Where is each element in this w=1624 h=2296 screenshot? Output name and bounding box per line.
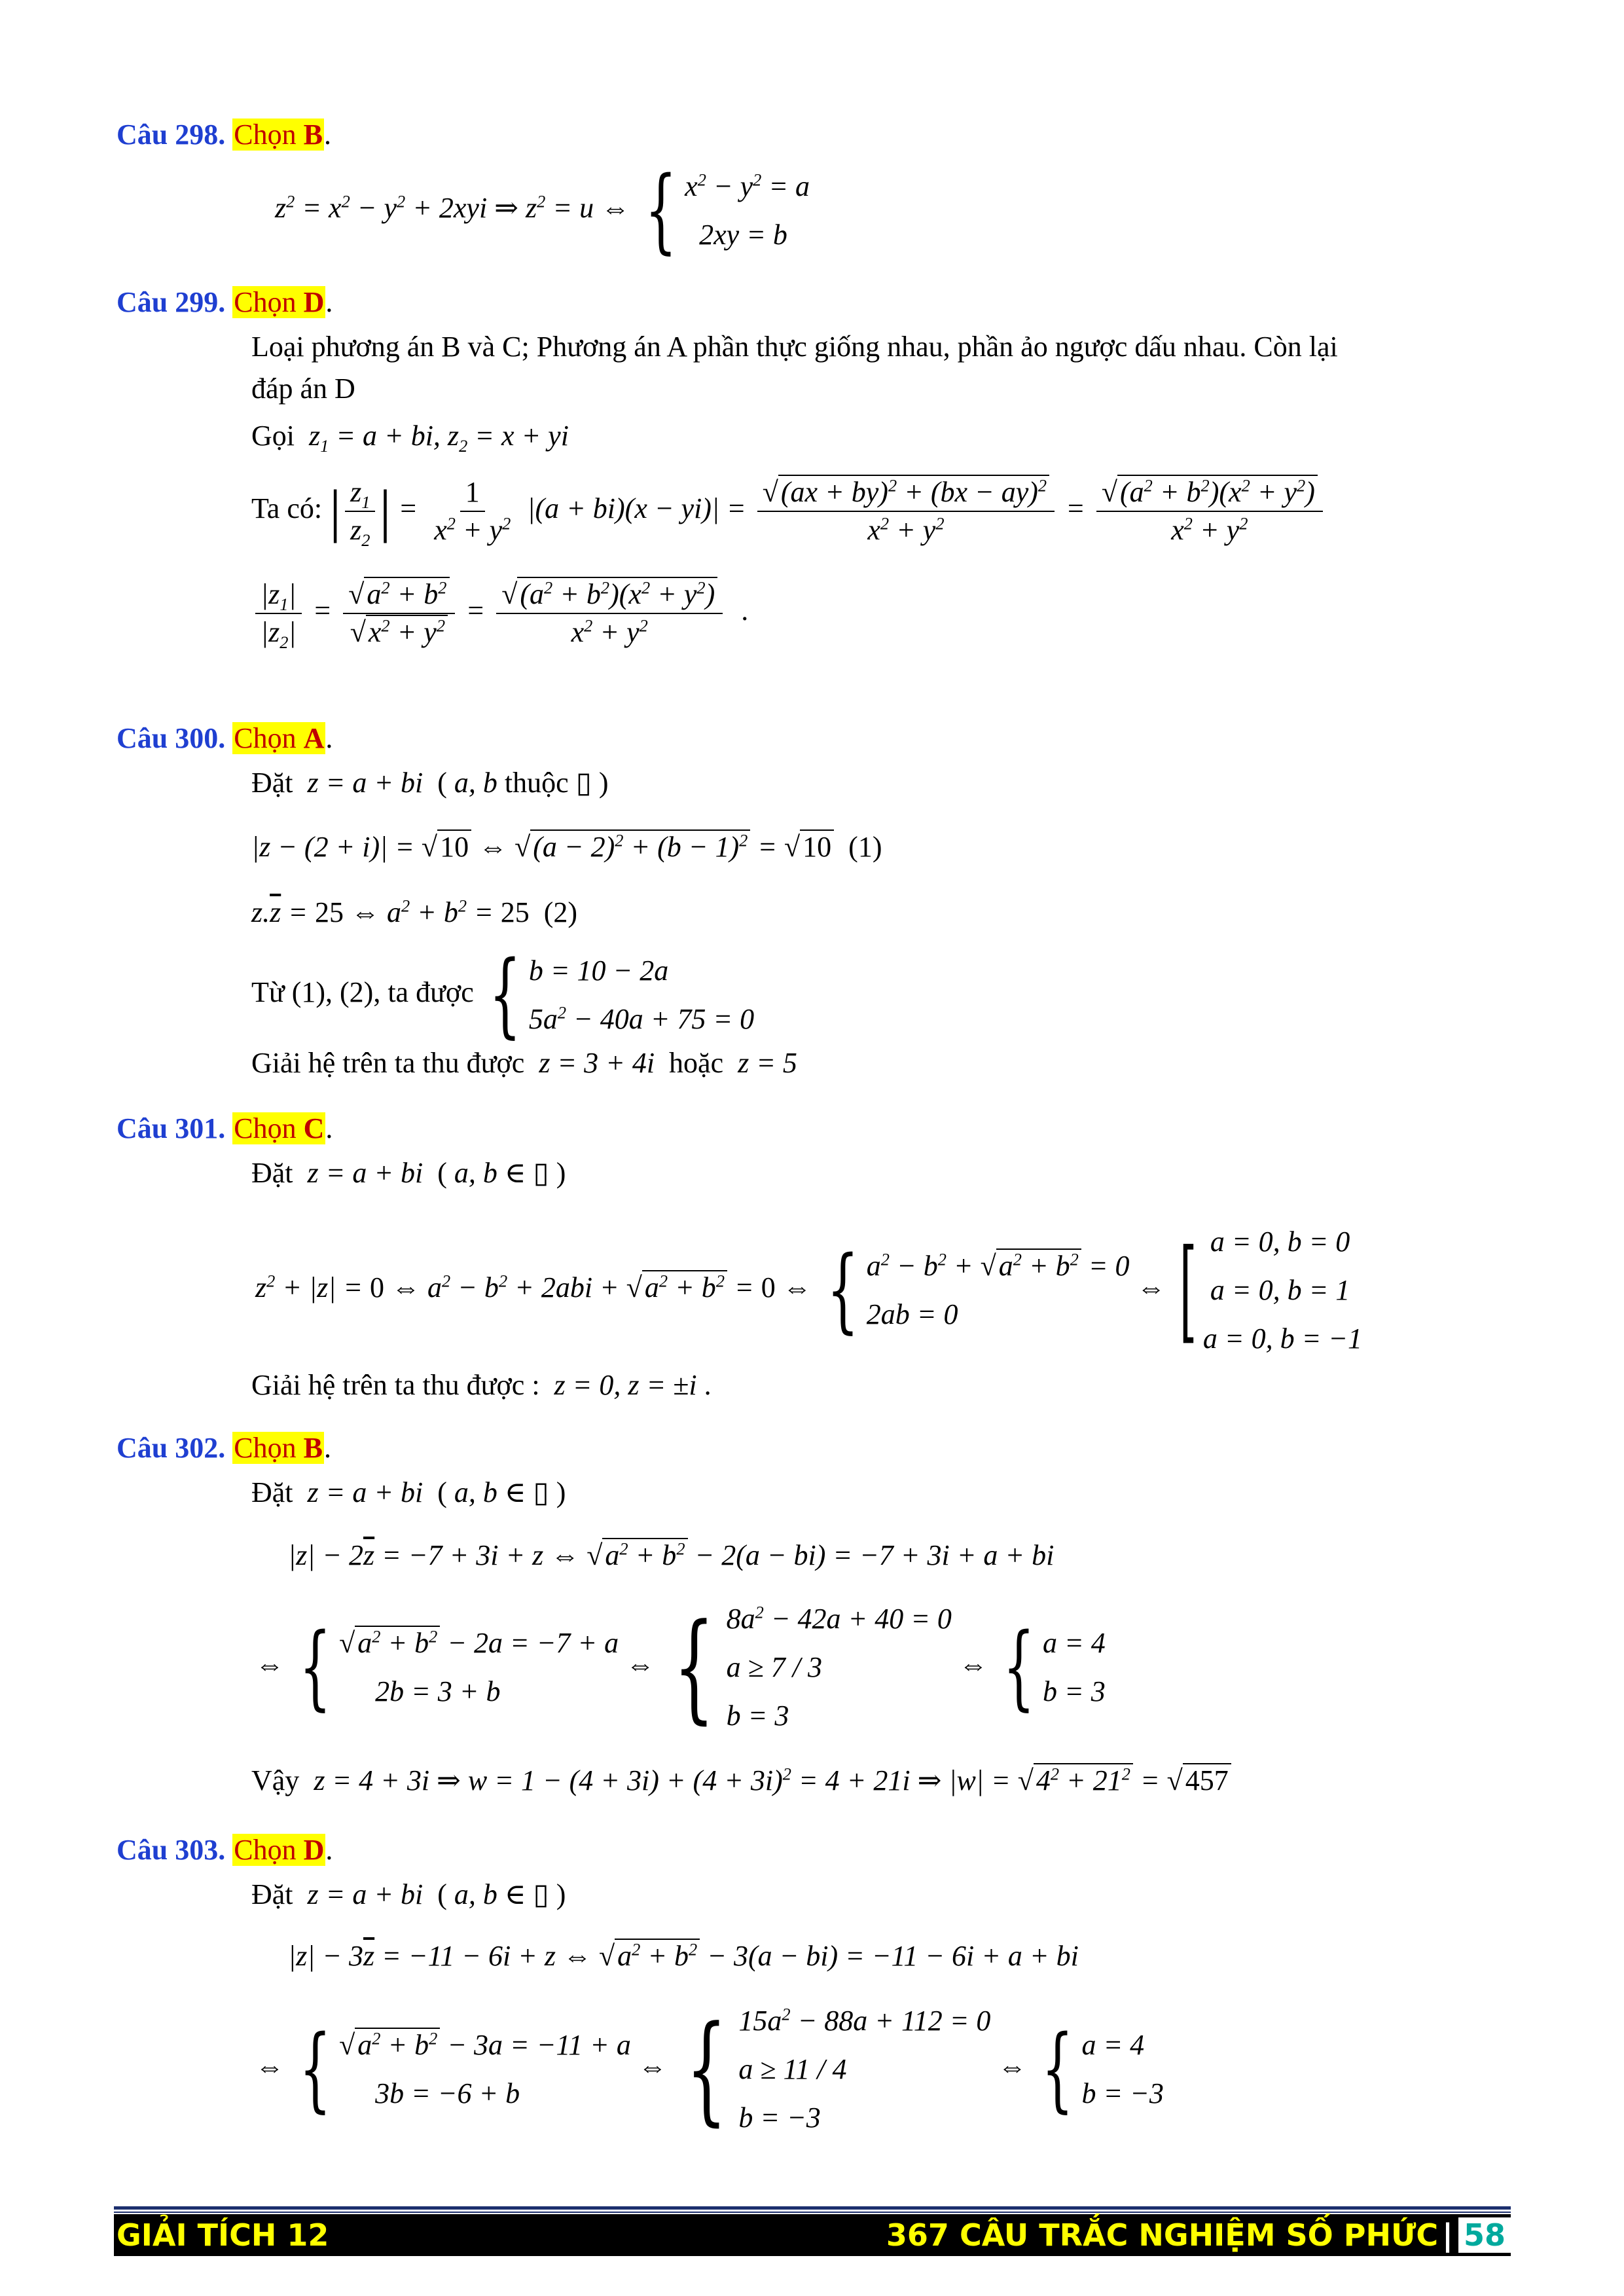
choice-highlight xyxy=(232,1112,325,1144)
q301-equation: $z^2 + |z| = 0$ ⇔ $a^2 - b^2 + 2abi + √a^2 + b^2 = 0$ ⇔ { $a^2 - b^2 + √a^2 + b^2 = 0$ 2ab = 0 ⇔ [ a = 0, b = 0 a = 0, b = 1 a = 0, b = −1 xyxy=(255,1218,1362,1363)
answer-letter: B xyxy=(303,118,323,151)
choice-highlight xyxy=(232,286,325,318)
answer-letter: D xyxy=(303,286,325,318)
q300-dat: Đặt z = a + bi ( a, b thuộc ▯ ) xyxy=(251,767,609,799)
system-brace: { $√a^2 + b^2 - 2a = -7 + a$ 2b = 3 + b xyxy=(299,1614,619,1721)
question-label: Câu 302. xyxy=(117,1432,226,1464)
q298-formula: $z^2 = x^2 - y^2 + 2xyi$ ⇒ $z^2 = u$ ⇔ { $x^2 - y^2 = a$ 2xy = b xyxy=(275,157,810,264)
footer-title: 367 CÂU TRẮC NGHIỆM SỐ PHỨC xyxy=(886,2217,1439,2253)
footer-rule xyxy=(114,2206,1511,2210)
system-brace: { $a^2 - b^2 + √a^2 + b^2 = 0$ 2ab = 0 xyxy=(826,1237,1130,1343)
q300-eq2: $z.\overline{z} = 25$ ⇔ $a^2 + b^2 = 25$ (2) xyxy=(251,896,578,928)
footer-subject: GIẢI TÍCH 12 xyxy=(117,2217,329,2253)
goi-label: Gọi xyxy=(251,420,295,452)
choice-text: Chọn xyxy=(234,1112,297,1144)
footer-rule-thin xyxy=(114,2212,1511,2213)
system-bracket: [ a = 0, b = 0 a = 0, b = 1 a = 0, b = −1 xyxy=(1179,1226,1362,1355)
question-302-header: Câu 302. Chọn B. xyxy=(117,1432,331,1464)
dat-label: Đặt xyxy=(251,1157,293,1189)
giai-label: Giải hệ trên ta thu được xyxy=(251,1047,525,1079)
question-303-header: Câu 303. Chọn D. xyxy=(117,1834,333,1866)
q300-system xyxy=(251,941,755,1048)
dat-label: Đặt xyxy=(251,1878,293,1910)
choice-text: Chọn xyxy=(234,1834,297,1866)
footer-right xyxy=(886,2217,1511,2253)
giai-label: Giải hệ trên ta thu được : xyxy=(251,1369,540,1401)
choice-text: Chọn xyxy=(234,722,297,754)
system-brace: { $8a^2 - 42a + 40 = 0$ a ≥ 7 / 3 b = 3 xyxy=(673,1599,952,1736)
page-number: 58 xyxy=(1458,2217,1511,2253)
dat-label: Đặt xyxy=(251,767,293,799)
q302-dat: Đặt z = a + bi ( a, b ∈ ▯ ) xyxy=(251,1476,566,1508)
question-label: Câu 299. xyxy=(117,286,226,318)
q302-eq1: $|z| - 2\overline{z} = -7 + 3i + z$ ⇔ $√a^2 + b^2 - 2(a - bi) = -7 + 3i + a$ + bi xyxy=(288,1539,1055,1571)
q303-eq1: $|z| - 3\overline{z} = -11 - 6i + z$ ⇔ $√a^2 + b^2 - 3(a - bi) = -11 - 6i + a$ + bi xyxy=(288,1939,1079,1972)
question-label: Câu 303. xyxy=(117,1834,226,1866)
footer-separator: | xyxy=(1442,2217,1453,2253)
choice-highlight xyxy=(232,118,324,151)
answer-letter: A xyxy=(303,722,325,754)
question-298-header: Câu 298. Chọn B. xyxy=(117,118,331,151)
q299-text-2: đáp án D xyxy=(251,373,355,405)
choice-highlight xyxy=(232,1432,324,1464)
system-brace: { a = 4 b = −3 xyxy=(1041,2016,1164,2123)
system-brace: { a = 4 b = 3 xyxy=(1002,1614,1106,1721)
q299-goi: Gọi $z_1 = a$ + bi, $z_2 = x$ + yi xyxy=(251,420,569,456)
question-label: Câu 301. xyxy=(117,1112,226,1144)
question-label: Câu 300. xyxy=(117,722,226,754)
q299-taco: Ta có: | $\frac{z_1}{z_2}$ | = $\frac{1}{x^2 + y^2}$ |(a + bi)(x − yi)| = $\frac{√(ax + by)^2 + (bx - ay)^2}{x^2 + y^2}$ = $\frac{√(a^2 + b^2)(x^2 + y^2)}{x^2 + y^2}$ xyxy=(251,474,1327,549)
system-brace: { $√a^2 + b^2 - 3a = -11 + a$ 3b = −6 + b xyxy=(299,2016,631,2123)
question-300-header: Câu 300. Chọn A. xyxy=(117,722,333,754)
q302-system: ⇔ { $√a^2 + b^2 - 2a = -7 + a$ 2b = 3 + b ⇔ { $8a^2 - 42a + 40 = 0$ a ≥ 7 / 3 b = 3 ⇔ { a = 4 b = 3 xyxy=(255,1595,1106,1740)
thuoc-label: thuộc xyxy=(504,767,569,799)
vay-label: Vậy xyxy=(251,1764,300,1796)
choice-text: Chọn xyxy=(234,286,297,318)
q302-result: Vậy z = 4 + 3i ⇒ $w = 1 - (4 + 3i) + (4 + 3i)^2 = 4 + 21i$ ⇒ $|w| = √4^2 + 21^2 = √457$ xyxy=(251,1761,1231,1800)
q299-result: $\frac{|z_1|}{|z_2|}$ = $\frac{√a^2 + b^2}{√x^2 + y^2}$ = $\frac{√(a^2 + b^2)(x^2 + y^2)}{x^2 + y^2}$ . xyxy=(251,576,748,651)
system-brace: { $x^2 - y^2 = a$ 2xy = b xyxy=(645,157,810,264)
choice-highlight xyxy=(232,1834,325,1866)
q299-text-1: Loại phương án B và C; Phương án A phần thực giống nhau, phần ảo ngược dấu nhau. Còn lại xyxy=(251,331,1338,363)
q303-dat: Đặt z = a + bi ( a, b ∈ ▯ ) xyxy=(251,1878,566,1910)
footer-bar xyxy=(114,2214,1511,2256)
answer-letter: C xyxy=(303,1112,325,1144)
answer-letter: B xyxy=(303,1432,323,1464)
hoac-label: hoặc xyxy=(669,1047,724,1079)
choice-highlight xyxy=(232,722,325,754)
tu12-label: Từ (1), (2), ta được xyxy=(251,976,474,1009)
system-brace: { b = 10 − 2a $5a^2 - 40a + 75 = 0$ xyxy=(488,941,755,1048)
question-label: Câu 298. xyxy=(117,118,226,151)
question-301-header: Câu 301. Chọn C. xyxy=(117,1112,333,1144)
answer-letter: D xyxy=(303,1834,325,1866)
taco-label: Ta có: xyxy=(251,492,323,525)
q300-eq1: |z − (2 + i)| = √10 ⇔ $√(a - 2)^2 + (b - 1)^2 = √10$ (1) xyxy=(251,830,882,863)
q300-result: Giải hệ trên ta thu được z = 3 + 4i hoặc z = 5 xyxy=(251,1047,797,1079)
dat-label: Đặt xyxy=(251,1476,293,1508)
q303-system: ⇔ { $√a^2 + b^2 - 3a = -11 + a$ 3b = −6 + b ⇔ { $15a^2 - 88a + 112 = 0$ a ≥ 11 / 4 b = −3 ⇔ { a = 4 b = −3 xyxy=(255,1997,1164,2142)
choice-text: Chọn xyxy=(234,1432,297,1464)
q301-result: Giải hệ trên ta thu được : z = 0, z = ±i . xyxy=(251,1369,712,1401)
choice-text: Chọn xyxy=(234,118,297,151)
question-299-header: Câu 299. Chọn D. xyxy=(117,286,333,318)
system-brace: { $15a^2 - 88a + 112 = 0$ a ≥ 11 / 4 b = −3 xyxy=(685,2001,991,2138)
q301-dat: Đặt z = a + bi ( a, b ∈ ▯ ) xyxy=(251,1157,566,1189)
